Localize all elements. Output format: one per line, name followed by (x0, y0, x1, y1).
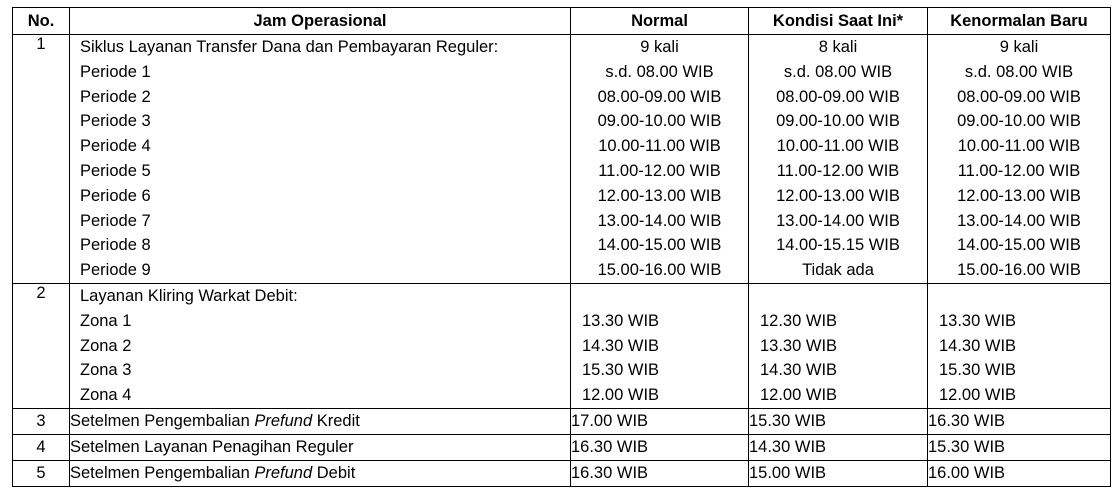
header-row (13, 8, 1111, 35)
cell-kondisi: 14.30 WIB (749, 434, 928, 460)
cell-value: s.d. 08.00 WIB (964, 62, 1074, 81)
table-row-group-1 (13, 35, 1111, 284)
cell-value: 09.00-10.00 WIB (957, 112, 1081, 131)
group-1-title: Siklus Layanan Transfer Dana dan Pembayaran Reguler: (80, 38, 499, 56)
cell-value (749, 284, 927, 309)
periode-label: Periode 7 (80, 211, 151, 230)
header-jam-operasional: Jam Operasional (70, 8, 571, 35)
cell-value: 10.00-11.00 WIB (598, 137, 721, 156)
cell-value: 11.00-12.00 WIB (776, 161, 900, 180)
cell-value: 15.30 WIB (582, 361, 660, 380)
cell-value: 09.00-10.00 WIB (776, 112, 900, 131)
header-kondisi-saat-ini: Kondisi Saat Ini* (749, 8, 928, 35)
label-text: Debit (312, 463, 356, 482)
cell-value: 13.00-14.00 WIB (776, 211, 900, 230)
cell-value: 09.00-10.00 WIB (597, 112, 722, 131)
group-1-normal (571, 35, 749, 284)
row-number: 4 (13, 434, 70, 460)
table-row-group-2 (13, 283, 1111, 408)
cell-value: 14.00-15.15 WIB (776, 236, 900, 255)
header-no: No. (13, 8, 70, 35)
cell-value: 8 kali (818, 38, 858, 56)
group-2-kenormalan (928, 283, 1111, 408)
cell-value: 13.00-14.00 WIB (957, 211, 1081, 230)
cell-value: 12.00 WIB (939, 386, 1017, 405)
cell-kenormalan: 16.30 WIB (928, 408, 1111, 434)
row-label (70, 408, 571, 434)
cell-value: 11.00-12.00 WIB (957, 161, 1081, 180)
zona-label: Zona 4 (80, 386, 132, 405)
label-text: Setelmen Pengembalian (70, 463, 255, 482)
periode-label: Periode 5 (80, 161, 151, 180)
periode-label: Periode 9 (80, 261, 151, 280)
table-row-4 (13, 434, 1111, 460)
label-text: Setelmen Pengembalian (70, 411, 255, 430)
label-text: Setelmen Layanan Penagihan Reguler (70, 437, 354, 456)
cell-normal: 17.00 WIB (571, 408, 749, 434)
row-number: 1 (13, 35, 70, 284)
cell-value: 08.00-09.00 WIB (957, 87, 1081, 106)
periode-label: Periode 1 (80, 62, 151, 81)
cell-value: 12.00-13.00 WIB (957, 186, 1081, 205)
zona-label: Zona 2 (80, 336, 132, 355)
cell-value: 14.30 WIB (760, 361, 838, 380)
cell-kenormalan: 15.30 WIB (928, 434, 1111, 460)
cell-value: 12.00 WIB (582, 386, 660, 405)
cell-value: 10.00-11.00 WIB (957, 137, 1081, 156)
cell-value: 15.00-16.00 WIB (957, 261, 1081, 280)
cell-value (928, 284, 1110, 309)
periode-label: Periode 8 (80, 236, 151, 255)
periode-label: Periode 4 (80, 137, 151, 156)
table-row-5 (13, 460, 1111, 486)
cell-value: 12.00-13.00 WIB (597, 186, 722, 205)
cell-value: 12.00-13.00 WIB (776, 186, 900, 205)
cell-value: 13.30 WIB (582, 311, 660, 330)
group-2-normal (571, 283, 749, 408)
group-1-kondisi (749, 35, 928, 284)
header-normal: Normal (571, 8, 749, 35)
zona-label: Zona 1 (80, 311, 132, 330)
cell-normal: 16.30 WIB (571, 460, 749, 486)
cell-normal: 16.30 WIB (571, 434, 749, 460)
operational-hours-table (12, 7, 1111, 487)
cell-value: 14.00-15.00 WIB (957, 236, 1081, 255)
row-label (70, 434, 571, 460)
label-emphasis: Prefund (254, 463, 313, 482)
cell-kenormalan: 16.00 WIB (928, 460, 1111, 486)
group-1-kenormalan (928, 35, 1111, 284)
row-number: 3 (13, 408, 70, 434)
header-kenormalan-baru: Kenormalan Baru (928, 8, 1111, 35)
periode-label: Periode 6 (80, 186, 151, 205)
row-number: 5 (13, 460, 70, 486)
group-1-labels (70, 35, 571, 284)
cell-value: 08.00-09.00 WIB (597, 87, 722, 106)
cell-value: 12.00 WIB (760, 386, 838, 405)
cell-value: 13.30 WIB (939, 311, 1017, 330)
cell-value: Tidak ada (802, 261, 874, 280)
cell-value: 13.00-14.00 WIB (597, 211, 722, 230)
row-label (70, 460, 571, 486)
cell-value: 14.30 WIB (939, 336, 1017, 355)
cell-value: 11.00-12.00 WIB (598, 161, 721, 180)
label-text: Kredit (312, 411, 360, 430)
cell-value: 9 kali (640, 38, 679, 56)
group-2-labels (70, 283, 571, 408)
cell-value: s.d. 08.00 WIB (783, 62, 893, 81)
cell-value: 14.00-15.00 WIB (597, 236, 722, 255)
cell-value: 08.00-09.00 WIB (776, 87, 900, 106)
cell-value: 13.30 WIB (760, 336, 838, 355)
cell-value: 10.00-11.00 WIB (776, 137, 900, 156)
group-2-title: Layanan Kliring Warkat Debit: (80, 286, 298, 305)
cell-value: 12.30 WIB (760, 311, 838, 330)
periode-label: Periode 2 (80, 87, 151, 106)
cell-value: 14.30 WIB (582, 336, 660, 355)
cell-value: 15.30 WIB (939, 361, 1017, 380)
cell-value (571, 284, 748, 309)
row-number: 2 (13, 283, 70, 408)
zona-label: Zona 3 (80, 361, 132, 380)
cell-value: 9 kali (999, 38, 1039, 56)
group-2-kondisi (749, 283, 928, 408)
cell-value: 15.00-16.00 WIB (597, 261, 722, 280)
cell-kondisi: 15.00 WIB (749, 460, 928, 486)
periode-label: Periode 3 (80, 112, 151, 131)
table-row-3 (13, 408, 1111, 434)
cell-kondisi: 15.30 WIB (749, 408, 928, 434)
cell-value: s.d. 08.00 WIB (605, 62, 714, 81)
label-emphasis: Prefund (254, 411, 313, 430)
